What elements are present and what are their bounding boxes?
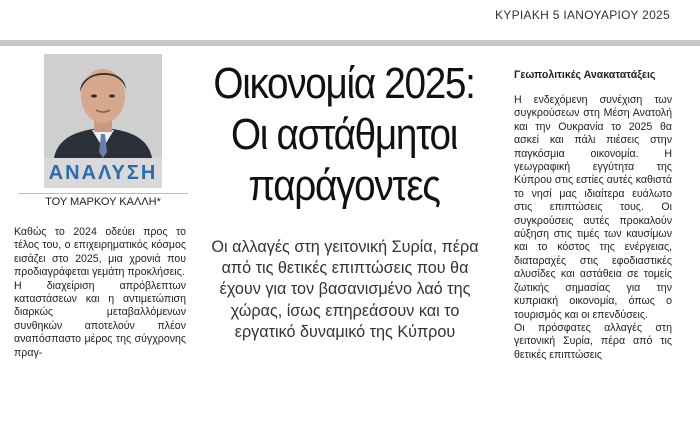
left-paragraph-1: Καθώς το 2024 οδεύει προς το τέλος του, ο επιχειρηματικός κόσμος εισάζει στο 2025, μια χρονιά που προδιαγράφεται γεμάτη προκλήσεις. [14, 226, 186, 279]
author-byline: ΤΟΥ ΜΑΡΚΟΥ ΚΑΛΛΗ* [18, 193, 188, 208]
left-paragraph-2: Η διαχείριση απρόβλεπτων καταστάσεων και η αντιμετώπιση διαρκώς μεταβαλλόμενων συνθηκών αποτελούν πλέον αναπόσπαστο μέρος της σύγχρονης πραγ- [14, 279, 186, 359]
section-heading: Γεωπολιτικές Ανακατατάξεις [514, 69, 656, 81]
publication-date: ΚΥΡΙΑΚΗ 5 ΙΑΝΟΥΑΡΙΟΥ 2025 [494, 8, 670, 22]
right-column [514, 94, 672, 362]
column-label-box [44, 158, 162, 188]
header-rule [0, 40, 700, 46]
right-paragraph-1: Η ενδεχόμενη συνέχιση των συγκρούσεων στη Μέση Ανατολή και την Ουκρανία το 2025 θα ασκεί και πάλι πιέσεις στην παγκόσμια οικονομία. Η γεωγραφική εγγύτητα της Κύπρου στις εστίες αυτές καθιστά το νησί μας ιδιαίτερα ευάλωτο στις επιπτώσεις τους. Οι συγκρούσεις αυτές προκαλούν αύξηση στις τιμές των καυσίμων και το κόστος της ενέργειας, διαταραχές στις εφοδιαστικές αλυσίδες και αστάθεια σε τομείς ζωτικής σημασίας για την κυπριακή οικονομία, όπως ο τουρισμός και οι επενδύσεις. [514, 94, 672, 321]
author-photo [44, 54, 162, 158]
column-label: ΑΝΑΛΥΣΗ [48, 161, 158, 184]
article-headline: Οικονομία 2025: Οι αστάθμητοι παράγοντες [213, 59, 475, 210]
article-subheading: Οι αλλαγές στη γειτονική Συρία, πέρα από τις θετικές επιπτώσεις που θα έχουν για τον βασανισμένο λαό της χώρας, ίσως επηρεάσουν και το εργατικό δυναμικό της Κύπρου [211, 238, 479, 341]
left-column [14, 226, 186, 360]
right-paragraph-2: Οι πρόσφατες αλλαγές στη γειτονική Συρία, πέρα από τις θετικές επιπτώσεις [514, 321, 672, 361]
